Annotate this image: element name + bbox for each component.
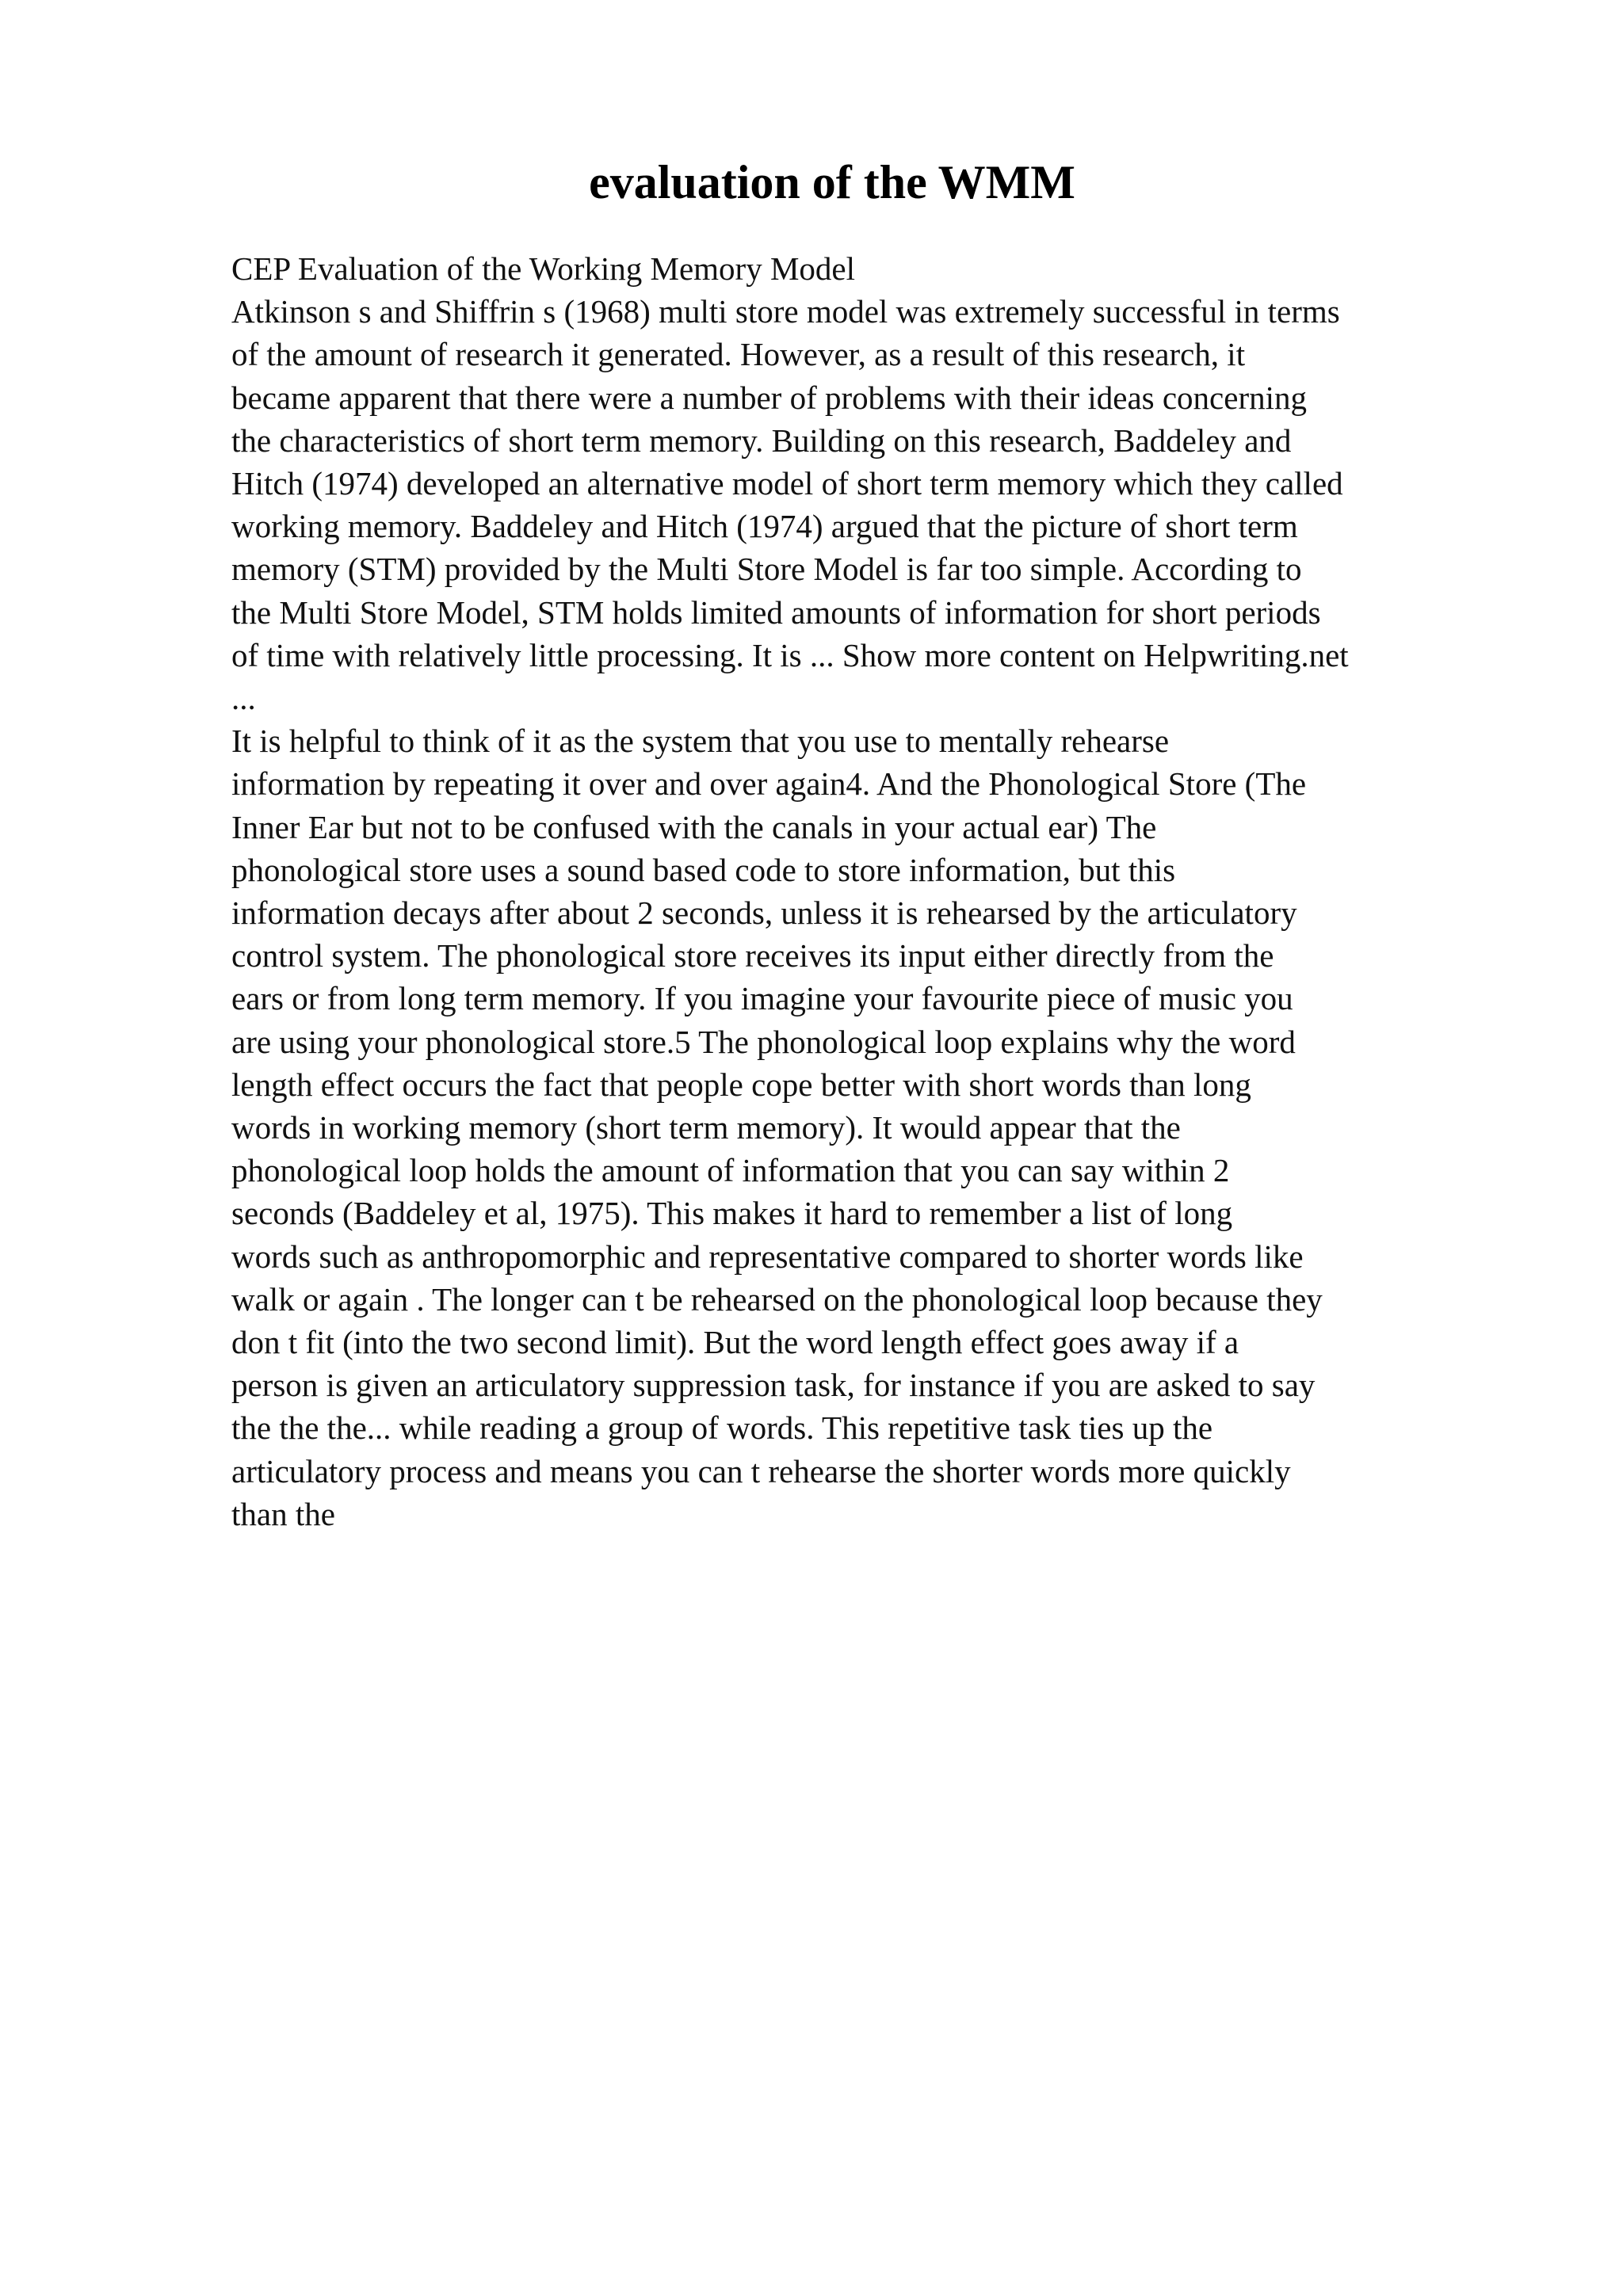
body-line: the Multi Store Model, STM holds limited amounts of information for short periods [231, 593, 1321, 631]
body-line: became apparent that there were a number of problems with their ideas concerning [231, 379, 1307, 416]
body-line: information by repeating it over and over again4. And the Phonological Store (The [231, 765, 1307, 803]
body-line: working memory. Baddeley and Hitch (1974) argued that the picture of short term [231, 508, 1298, 545]
body-line: memory (STM) provided by the Multi Store Model is far too simple. According to [231, 551, 1302, 588]
body-line: phonological loop holds the amount of information that you can say within 2 [231, 1152, 1230, 1189]
body-line: the characteristics of short term memory. Building on this research, Baddeley and [231, 421, 1292, 459]
body-line: articulatory process and means you can t rehearse the shorter words more quickly [231, 1452, 1291, 1489]
body-line: Atkinson s and Shiffrin s (1968) multi store model was extremely successful in terms [231, 293, 1340, 330]
body-line: person is given an articulatory suppression task, for instance if you are asked to say [231, 1367, 1316, 1404]
document-title: evaluation of the WMM [589, 156, 1075, 208]
body-line: don t fit (into the two second limit). But the word length effect goes away if a [231, 1324, 1239, 1361]
body-line: It is helpful to think of it as the system that you use to mentally rehearse [231, 723, 1170, 760]
body-line: Hitch (1974) developed an alternative model of short term memory which they called [231, 465, 1343, 502]
body-line: of the amount of research it generated. However, as a result of this research, it [231, 336, 1246, 373]
body-line: are using your phonological store.5 The phonological loop explains why the word [231, 1023, 1296, 1060]
body-line: the the the... while reading a group of words. This repetitive task ties up the [231, 1409, 1213, 1447]
body-line: control system. The phonological store receives its input either directly from the [231, 937, 1274, 974]
body-line: Inner Ear but not to be confused with the canals in your actual ear) The [231, 808, 1157, 845]
body-line: ... [231, 680, 256, 717]
document-body [231, 247, 1515, 1535]
body-line: length effect occurs the fact that people cope better with short words than long [231, 1066, 1251, 1103]
body-line: words in working memory (short term memory). It would appear that the [231, 1109, 1181, 1146]
body-line: than the [231, 1495, 335, 1532]
body-line: phonological store uses a sound based code to store information, but this [231, 851, 1176, 888]
body-line: of time with relatively little processing. It is ... Show more content on Helpwriting.net [231, 636, 1349, 673]
body-line: information decays after about 2 seconds, unless it is rehearsed by the articulatory [231, 894, 1297, 932]
body-line: walk or again . The longer can t be rehearsed on the phonological loop because they [231, 1280, 1323, 1318]
body-line: words such as anthropomorphic and representative compared to shorter words like [231, 1238, 1304, 1275]
body-line: ears or from long term memory. If you imagine your favourite piece of music you [231, 980, 1293, 1017]
body-line: seconds (Baddeley et al, 1975). This makes it hard to remember a list of long [231, 1195, 1233, 1232]
body-line: CEP Evaluation of the Working Memory Model [231, 250, 855, 287]
